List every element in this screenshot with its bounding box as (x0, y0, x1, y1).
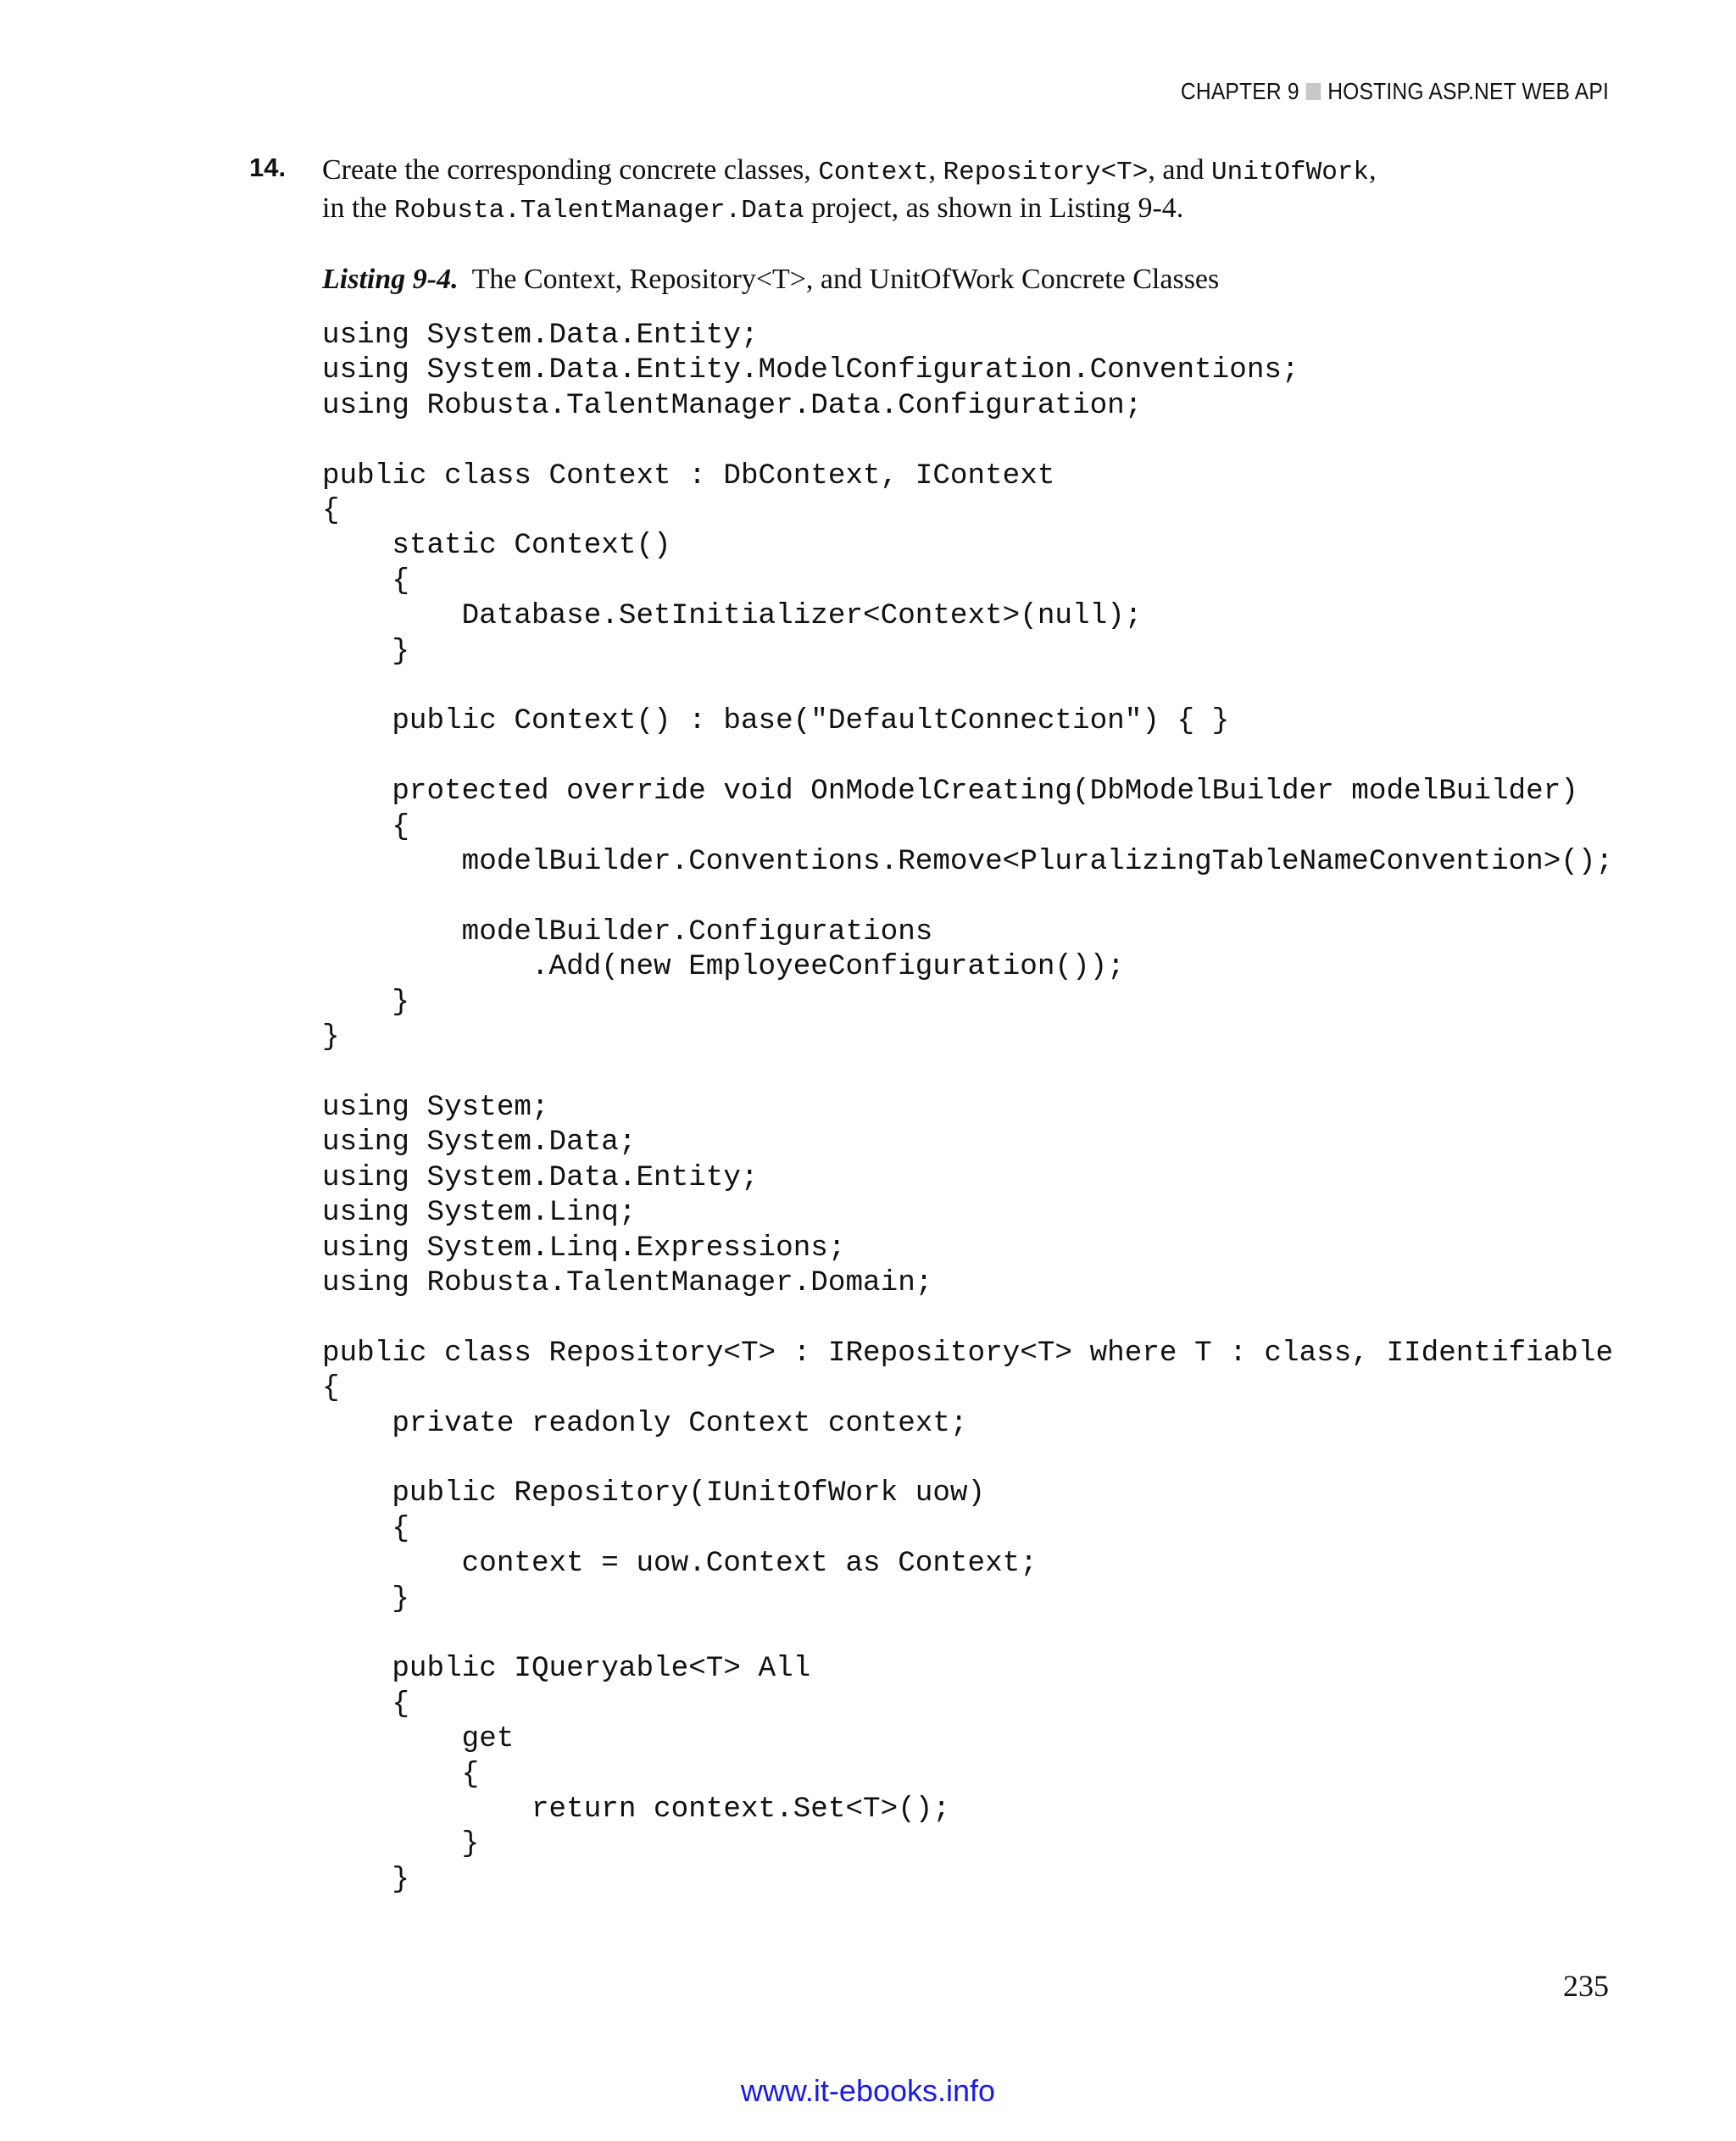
step-instruction (322, 153, 1424, 229)
step-text-segment: , and (1148, 154, 1211, 186)
step-number: 14. (249, 153, 287, 182)
header-chapter: CHAPTER 9 (1180, 78, 1299, 104)
step-text-segment: , (928, 154, 943, 186)
step-text-segment: Create the corresponding concrete classes, (322, 154, 819, 186)
inline-code-repository: Repository<T> (943, 158, 1149, 187)
listing-label: Listing 9-4. (322, 264, 459, 295)
inline-code-context: Context (818, 158, 929, 187)
header-separator-square (1306, 83, 1321, 100)
inline-code-project: Robusta.TalentManager.Data (393, 196, 804, 225)
running-header (1181, 78, 1609, 105)
header-title: HOSTING ASP.NET WEB API (1327, 78, 1609, 104)
page-number: 235 (1563, 1969, 1609, 2003)
step-line-1 (322, 153, 1424, 191)
footer-link[interactable]: www.it-ebooks.info (740, 2073, 996, 2108)
code-listing: using System.Data.Entity; using System.Data.Entity.ModelConfiguration.Conventions; using Robusta.TalentManager.Data.Configuration; public class Context : DbContext, IContext { static Context() { Database.SetInitializer<Context>(null); } public Context() : base("DefaultConnection") { } protected override void OnModelCreating(DbModelBuilder modelBuilder) { modelBuilder.Conventions.Remove<PluralizingTableNameConvention>(); modelBuilder.Configurations .Add(new EmployeeConfiguration()); } } using System; using System.Data; using System.Data.Entity; using System.Linq; using System.Linq.Expressions; using Robusta.TalentManager.Domain; public class Repository<T> : IRepository<T> where T : class, IIdentifiable { private readonly Context context; public Repository(IUnitOfWork uow) { context = uow.Context as Context; } public IQueryable<T> All { get { return context.Set<T>(); } } (322, 319, 1614, 1896)
inline-code-unitofwork: UnitOfWork (1210, 158, 1370, 187)
listing-caption-text: The Context, Repository<T>, and UnitOfWork Concrete Classes (471, 264, 1220, 295)
step-text-segment: in the (322, 192, 394, 224)
step-text-segment: project, as shown in Listing 9-4. (804, 192, 1184, 224)
listing-caption (322, 264, 1219, 296)
step-line-2 (322, 191, 1424, 229)
step-text-segment: , (1369, 154, 1377, 186)
